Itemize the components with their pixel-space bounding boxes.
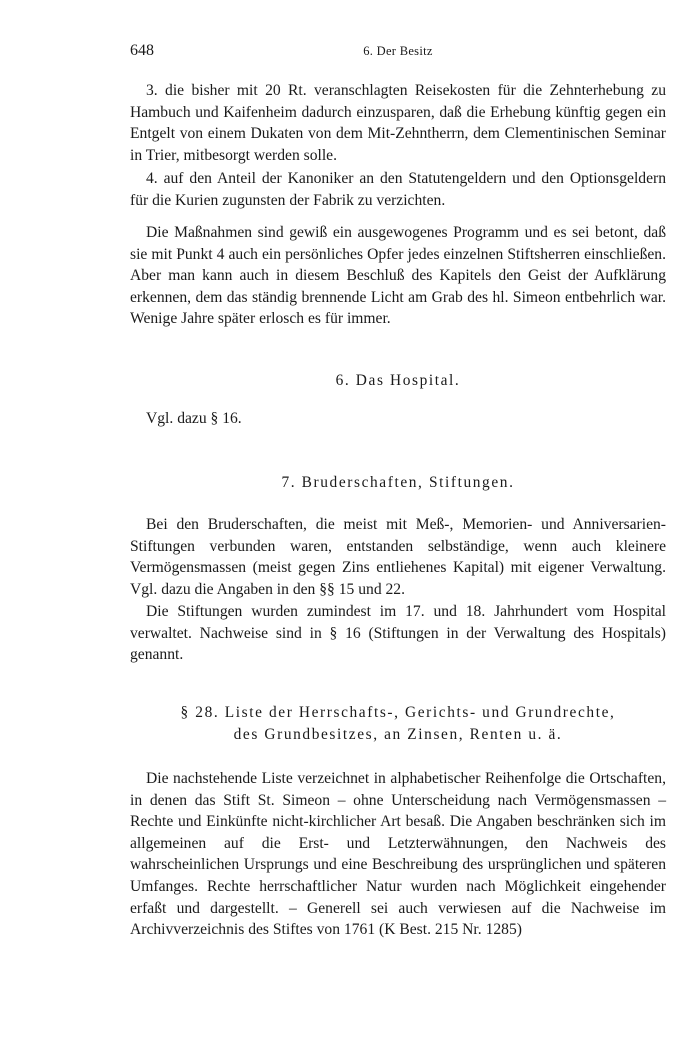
paragraph-bruderschaften	[130, 514, 666, 600]
paragraph-list-intro	[130, 768, 666, 941]
paragraph-text: 3. die bisher mit 20 Rt. veranschlagten Reisekosten für die Zehnterhebung zu Hambuch und Kaifenheim dadurch einzusparen, daß die Erhebung künftig gegen ein Entgelt von einem Dukaten von dem Mit-Zehntherrn, dem Clementinischen Seminar in Trier, mitbesorgt werden solle.	[130, 82, 666, 164]
paragraph-text: 4. auf den Anteil der Kanoniker an den Statutengeldern und den Optionsgeldern für die Kurien zugunsten der Fabrik zu verzichten.	[130, 170, 666, 209]
paragraph-text: Vgl. dazu § 16.	[146, 410, 242, 427]
paragraph-item-3	[130, 80, 666, 166]
paragraph-text: Die Maßnahmen sind gewiß ein ausgewogenes Programm und es sei betont, daß sie mit Punkt 4 auch ein persönliches Opfer jedes einzelnen Stiftsherren einschließen. Aber man kann auch in diesem Beschluß des Kapitels den Geist der Aufklärung erkennen, dem das ständig brennende Licht am Grab des hl. Simeon entbehrlich war. Wenige Jahre später erlosch es für immer.	[130, 224, 666, 328]
section-28-heading-line-2: des Grundbesitzes, an Zinsen, Renten u. ä.	[233, 726, 563, 743]
paragraph-summary	[130, 222, 666, 330]
paragraph-text: Die Stiftungen wurden zumindest im 17. und 18. Jahrhundert vom Hospital verwaltet. Nachweise sind in § 16 (Stiftungen in der Verwaltung des Hospitals) genannt.	[130, 603, 666, 664]
paragraph-stiftungen	[130, 601, 666, 666]
paragraph-text: Die nachstehende Liste verzeichnet in alphabetischer Reihenfolge die Ortschaften, in denen das Stift St. Simeon – ohne Unterscheidung nach Vermögensmassen – Rechte und Einkünfte nicht-kirchlicher Art besaß. Die Angaben beschränken sich im allgemeinen auf die Erst- und Letzterwähnungen, den Nachweis des wahrscheinlichen Ursprungs und eine Beschreibung des ursprünglichen und späteren Umfanges. Rechte herrschaftlicher Natur wurden nach Möglichkeit eingehender erfaßt und dargestellt. – Generell sei auch verwiesen auf die Nachweise im Archivverzeichnis des Stiftes von 1761 (K Best. 215 Nr. 1285)	[130, 770, 666, 939]
section-28-heading-line-1: § 28. Liste der Herrschafts-, Gerichts- und Grundrechte,	[180, 704, 616, 721]
section-heading-bruderschaften: 7. Bruderschaften, Stiftungen.	[281, 474, 515, 491]
paragraph-item-4	[130, 168, 666, 211]
page-number: 648	[130, 42, 154, 59]
paragraph-hospital-ref	[130, 408, 666, 430]
section-heading-hospital: 6. Das Hospital.	[335, 372, 461, 389]
page-header	[130, 42, 666, 62]
paragraph-text: Bei den Bruderschaften, die meist mit Meß-, Memorien- und Anniversarien-Stiftungen verbunden waren, entstanden selbständige, wenn auch kleinere Vermögensmassen (meist gegen Zins entliehenes Kapital) mit eigener Verwaltung. Vgl. dazu die Angaben in den §§ 15 und 22.	[130, 516, 666, 598]
running-title: 6. Der Besitz	[363, 44, 433, 58]
